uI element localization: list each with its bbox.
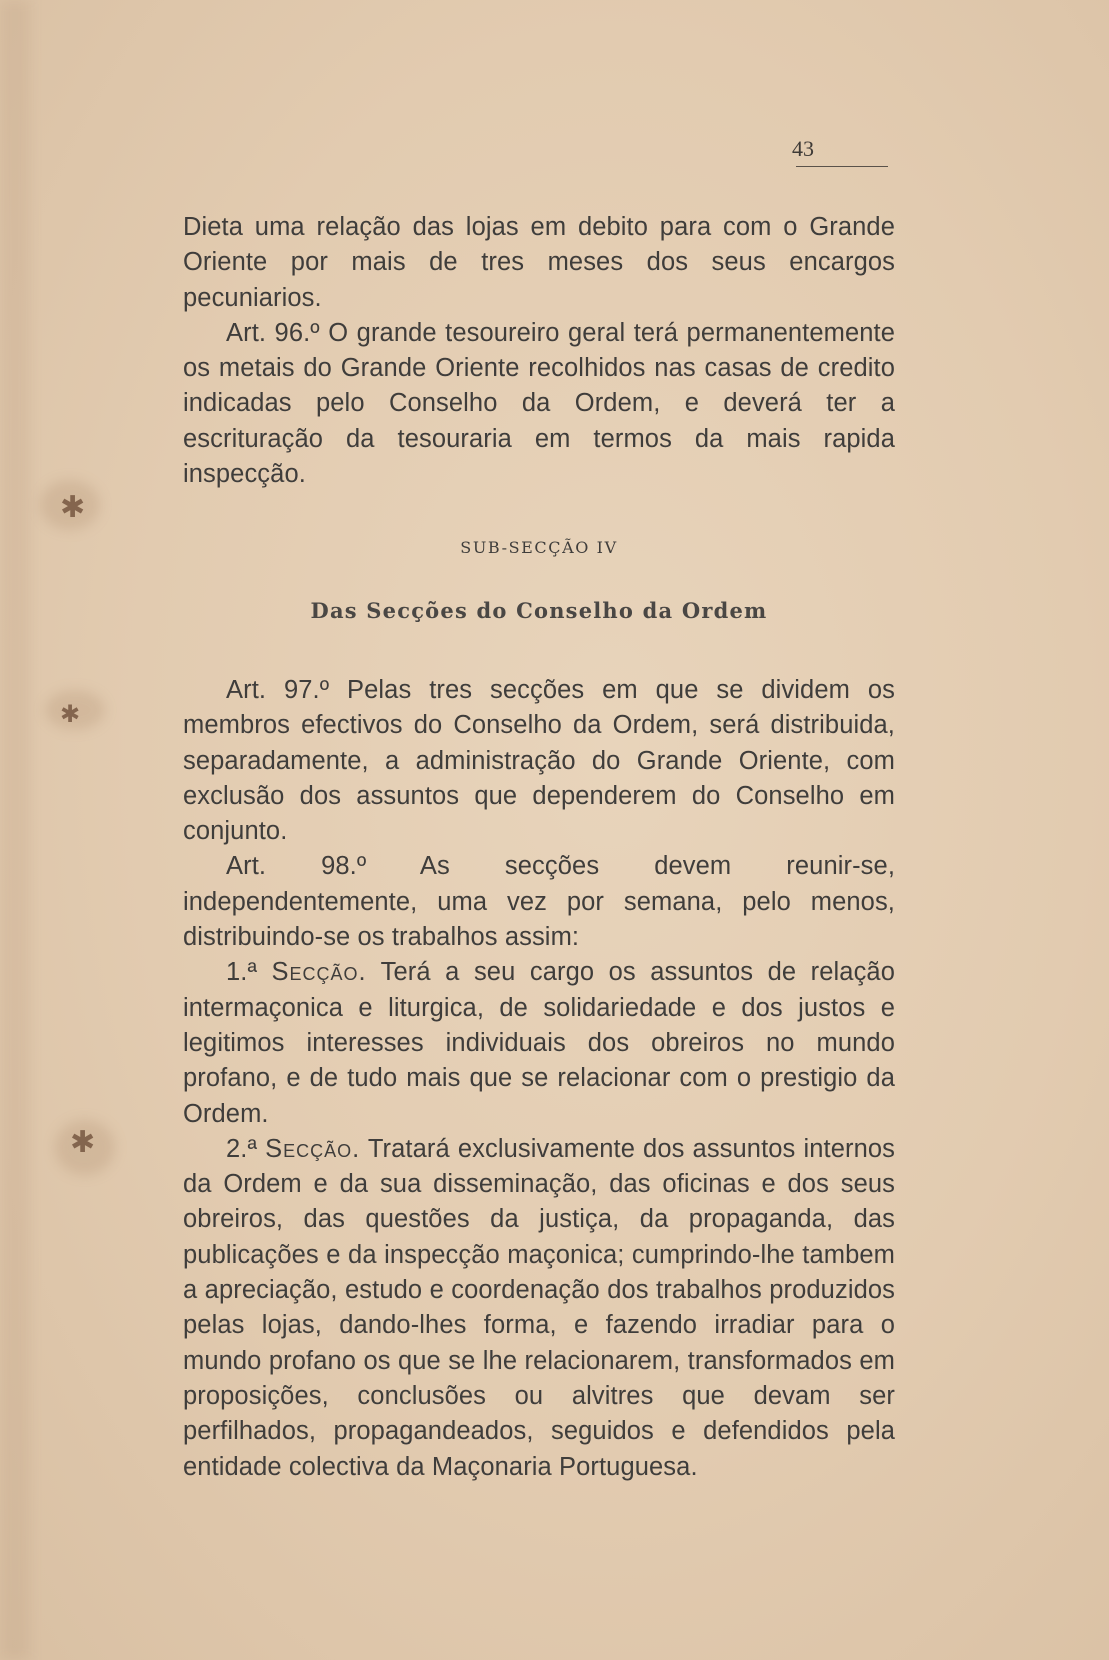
section-2 xyxy=(183,1132,895,1485)
article-97-text: Pelas tres secções em que se dividem os membros efectivos do Conselho da Ordem, será distribuida, separadamente, a administração do Grande Oriente, com exclusão dos assuntos que dependerem do Conselho em conjunto. xyxy=(183,676,895,846)
page-number: 43 xyxy=(792,136,814,161)
article-98-text: As secções devem reunir-se, independentemente, uma vez por semana, pelo menos, distribuindo-se os trabalhos assim: xyxy=(183,852,895,952)
section-2-text: Tratará exclusivamente dos assuntos internos da Ordem e da sua disseminação, das oficinas e dos seus obreiros, das questões da justiça, da propaganda, das publicações e da inspecção maçonica; cumprindo-lhe tambem a apreciação, estudo e coordenação dos trabalhos produzidos pelas lojas, dando-lhes forma, e fazendo irradiar para o mundo profano os que se lhe relacionarem, transformados em proposições, conclusões ou alvitres que devam ser perfilhados, propagandeados, seguidos e defendidos pela entidade colectiva da Maçonaria Portuguesa. xyxy=(183,1134,895,1481)
article-98-label: Art. 98.º xyxy=(226,852,367,881)
wormhole-mark-icon: ✱ xyxy=(60,490,86,525)
wormhole-mark-icon: ✱ xyxy=(70,1125,96,1160)
section-2-number: 2.ª xyxy=(226,1134,258,1163)
paragraph-lojas-debito: Dieta uma relação das lojas em debito para com o Grande Oriente por mais de tres meses dos seus encargos pecuniarios. xyxy=(183,213,895,312)
section-1 xyxy=(183,955,895,1131)
paper-stain xyxy=(0,0,30,1660)
section-1-name: Secção. xyxy=(271,958,367,987)
section-1-text: Terá a seu cargo os assuntos de relação intermaçonica e liturgica, de solidariedade e dos justos e legitimos interesses individuais dos obreiros no mundo profano, e de tudo mais que se relacionar com o prestigio da Ordem. xyxy=(183,958,895,1128)
article-96-text: O grande tesoureiro geral terá permanentemente os metais do Grande Oriente recolhidos nas casas de credito indicadas pelo Conselho da Ordem, e deverá ter a escrituração da tesouraria em termos da mais rapida inspecção. xyxy=(183,318,896,489)
section-2-name: Secção. xyxy=(265,1134,361,1163)
subsection-title: Das Secções do Conselho da Ordem xyxy=(310,598,768,623)
article-96 xyxy=(183,316,895,492)
article-97 xyxy=(183,673,895,849)
subsection-heading: SUB-SECÇÃO IV xyxy=(460,538,618,557)
section-1-number: 1.ª xyxy=(226,958,258,987)
intro-text xyxy=(183,210,895,492)
article-96-label: Art. 96.º xyxy=(226,318,320,347)
wormhole-mark-icon: ✱ xyxy=(60,700,81,728)
page-number-rule xyxy=(796,166,888,167)
article-97-label: Art. 97.º xyxy=(226,676,330,704)
article-98 xyxy=(183,849,895,955)
articles-text xyxy=(183,673,895,1485)
